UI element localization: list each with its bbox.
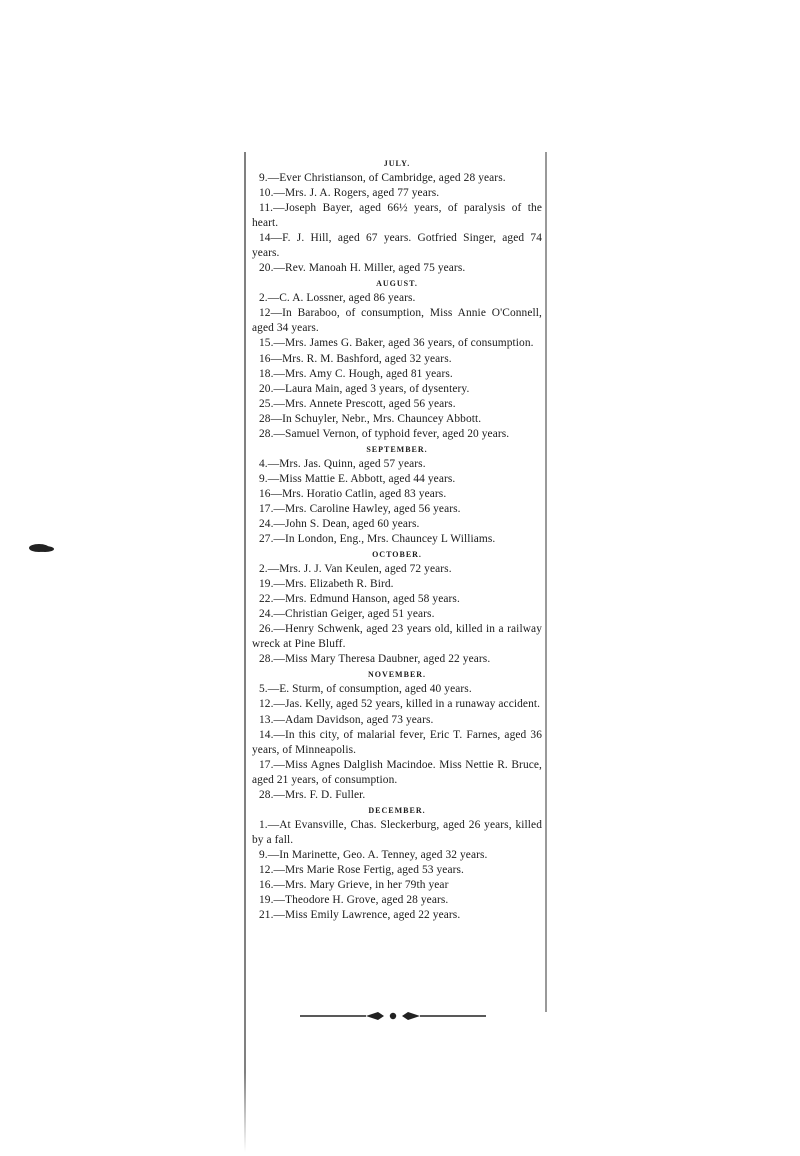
month-heading-september: SEPTEMBER. — [366, 444, 428, 454]
obituary-entry: 17.—Mrs. Caroline Hawley, aged 56 years. — [259, 502, 461, 515]
obituary-entry: 21.—Miss Emily Lawrence, aged 22 years. — [259, 909, 461, 922]
obituary-entry: 18.—Mrs. Amy C. Hough, aged 81 years. — [259, 367, 453, 380]
ink-blot — [29, 544, 49, 552]
obituary-entry: 13.—Adam Davidson, aged 73 years. — [259, 713, 434, 726]
obituary-entry: 27.—In London, Eng., Mrs. Chauncey L Williams. — [259, 533, 496, 546]
obituary-entry: 16—Mrs. R. M. Bashford, aged 32 years. — [259, 352, 452, 365]
obituary-entry: 2.—C. A. Lossner, aged 86 years. — [259, 292, 416, 305]
obituary-entry: 25.—Mrs. Annete Prescott, aged 56 years. — [259, 397, 456, 410]
obituary-entry: 12.—Mrs Marie Rose Fertig, aged 53 years. — [259, 863, 464, 876]
obituary-entry: 2.—Mrs. J. J. Van Keulen, aged 72 years. — [259, 563, 452, 576]
obituary-entry: 5.—E. Sturm, of consumption, aged 40 years. — [259, 683, 472, 696]
obituary-entry: 12—In Baraboo, of consumption, Miss Annie O'Connell, aged 34 years. — [252, 307, 542, 335]
obituary-entry: 1.—At Evansville, Chas. Sleckerburg, aged 26 years, killed by a fall. — [252, 818, 542, 846]
obituary-entry: 20.—Rev. Manoah H. Miller, aged 75 years. — [259, 262, 466, 275]
obituary-entry: 16—Mrs. Horatio Catlin, aged 83 years. — [259, 487, 447, 500]
obituary-entry: 4.—Mrs. Jas. Quinn, aged 57 years. — [259, 457, 426, 470]
obituary-entry: 10.—Mrs. J. A. Rogers, aged 77 years. — [259, 187, 440, 200]
obituary-entry: 19.—Mrs. Elizabeth R. Bird. — [259, 578, 394, 591]
obituary-column — [252, 156, 542, 923]
obituary-entry: 17.—Miss Agnes Dalglish Macindoe. Miss Nettie R. Bruce, aged 21 years, of consumption. — [252, 758, 542, 786]
obituary-entry: 14.—In this city, of malarial fever, Eric T. Farnes, aged 36 years, of Minneapolis. — [252, 728, 542, 756]
month-heading-october: OCTOBER. — [372, 550, 422, 560]
section-end-ornament — [300, 1008, 486, 1024]
obituary-entry: 24.—Christian Geiger, aged 51 years. — [259, 608, 435, 621]
obituary-entry: 16.—Mrs. Mary Grieve, in her 79th year — [259, 878, 449, 891]
right-column-rule — [545, 152, 547, 1012]
obituary-entry: 9.—Ever Christianson, of Cambridge, aged 28 years. — [259, 172, 506, 184]
month-heading-july: JULY. — [383, 159, 411, 168]
obituary-entry: 28.—Mrs. F. D. Fuller. — [259, 788, 366, 801]
obituary-entry: 22.—Mrs. Edmund Hanson, aged 58 years. — [259, 593, 460, 606]
obituary-entry: 24.—John S. Dean, aged 60 years. — [259, 517, 420, 530]
obituary-entry: 11.—Joseph Bayer, aged 66½ years, of paralysis of the heart. — [252, 202, 542, 230]
obituary-entry: 26.—Henry Schwenk, aged 23 years old, killed in a railway wreck at Pine Bluff. — [252, 623, 542, 651]
month-heading-august: AUGUST. — [376, 279, 418, 289]
obituary-entry: 9.—In Marinette, Geo. A. Tenney, aged 32 years. — [259, 848, 488, 861]
month-heading-december: DECEMBER. — [368, 805, 426, 815]
obituary-entry: 15.—Mrs. James G. Baker, aged 36 years, of consumption. — [259, 337, 534, 350]
obituary-entry: 20.—Laura Main, aged 3 years, of dysentery. — [259, 382, 470, 395]
obituary-entry: 28.—Miss Mary Theresa Daubner, aged 22 years. — [259, 653, 491, 666]
left-column-rule — [244, 152, 246, 1152]
obituary-entry: 28—In Schuyler, Nebr., Mrs. Chauncey Abbott. — [259, 412, 482, 425]
obituary-entry: 12.—Jas. Kelly, aged 52 years, killed in a runaway accident. — [259, 698, 541, 711]
month-heading-november: NOVEMBER. — [367, 670, 427, 680]
obituary-entry: 14—F. J. Hill, aged 67 years. Gotfried Singer, aged 74 years. — [252, 232, 542, 260]
obituary-entry: 28.—Samuel Vernon, of typhoid fever, aged 20 years. — [259, 427, 510, 440]
obituary-entry: 19.—Theodore H. Grove, aged 28 years. — [259, 894, 449, 907]
obituary-entry: 9.—Miss Mattie E. Abbott, aged 44 years. — [259, 472, 456, 485]
